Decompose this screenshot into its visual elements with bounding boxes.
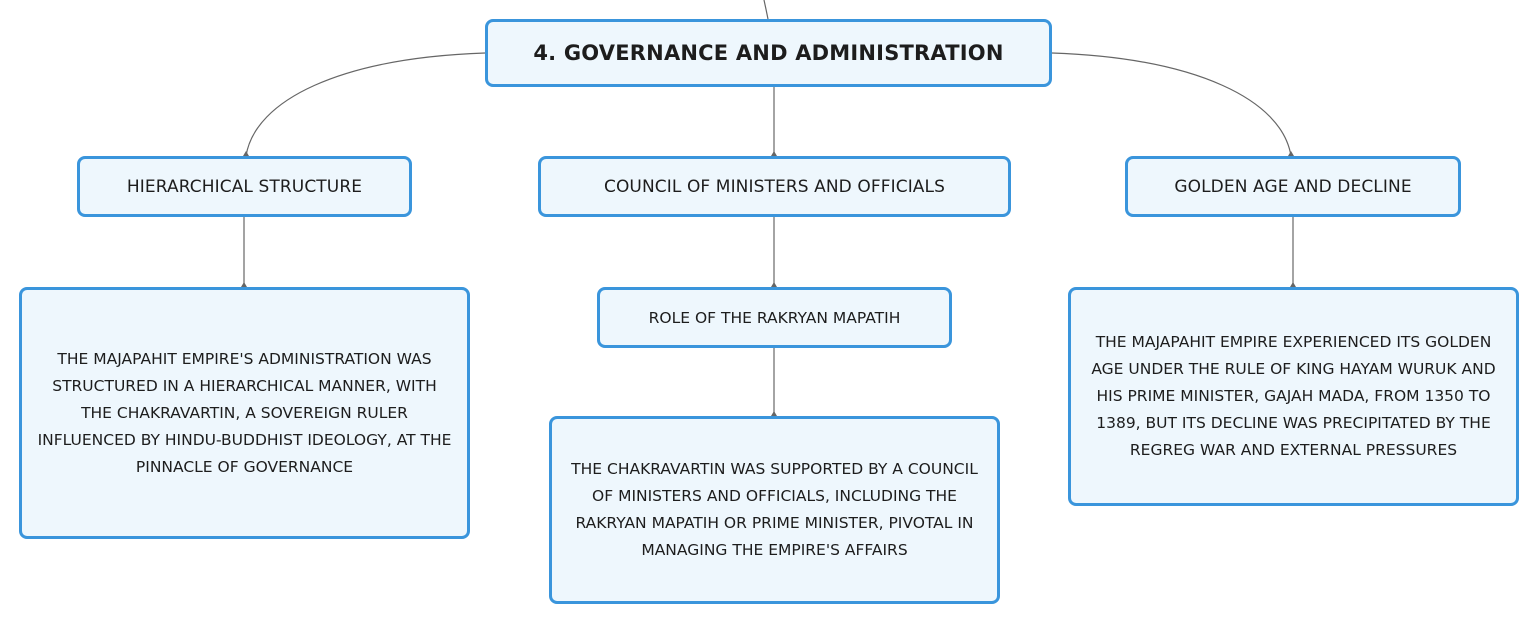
connector-incoming-root: [764, 0, 768, 19]
root-node[interactable]: [485, 19, 1052, 87]
council-node[interactable]: [538, 156, 1011, 217]
golden-age-detail-node[interactable]: [1068, 287, 1519, 506]
hierarchical-structure-detail-node[interactable]: [19, 287, 470, 539]
golden-age-title: GOLDEN AGE AND DECLINE: [1174, 176, 1412, 197]
rakryan-mapatih-title: ROLE OF THE RAKRYAN MAPATIH: [648, 308, 901, 327]
hierarchical-structure-detail-text: THE MAJAPAHIT EMPIRE'S ADMINISTRATION WAS STRUCTURED IN A HIERARCHICAL MANNER, WITH THE CHAKRAVARTIN, A SOVEREIGN RULER INFLUENCED BY HINDU-BUDDHIST IDEOLOGY, AT THE PINNACLE OF GOVERNANCE: [37, 349, 452, 476]
council-detail-node[interactable]: [549, 416, 1000, 604]
council-detail-text: THE CHAKRAVARTIN WAS SUPPORTED BY A COUNCIL OF MINISTERS AND OFFICIALS, INCLUDING THE RAKRYAN MAPATIH OR PRIME MINISTER, PIVOTAL IN MANAGING THE EMPIRE'S AFFAIRS: [571, 460, 978, 559]
connector-root-to-golden: [1052, 53, 1291, 156]
root-title: 4. GOVERNANCE AND ADMINISTRATION: [533, 41, 1004, 65]
hierarchical-structure-node[interactable]: [77, 156, 412, 217]
hierarchical-structure-title: HIERARCHICAL STRUCTURE: [126, 176, 363, 197]
golden-age-node[interactable]: [1125, 156, 1461, 217]
council-title: COUNCIL OF MINISTERS AND OFFICIALS: [603, 176, 946, 197]
connector-root-to-hierarchical: [246, 53, 485, 156]
rakryan-mapatih-node[interactable]: [597, 287, 952, 348]
golden-age-detail-text: THE MAJAPAHIT EMPIRE EXPERIENCED ITS GOLDEN AGE UNDER THE RULE OF KING HAYAM WURUK AND HIS PRIME MINISTER, GAJAH MADA, FROM 1350 TO 1389, BUT ITS DECLINE WAS PRECIPITATED BY THE REGREG WAR AND EXTERNAL PRESSURES: [1091, 333, 1496, 459]
